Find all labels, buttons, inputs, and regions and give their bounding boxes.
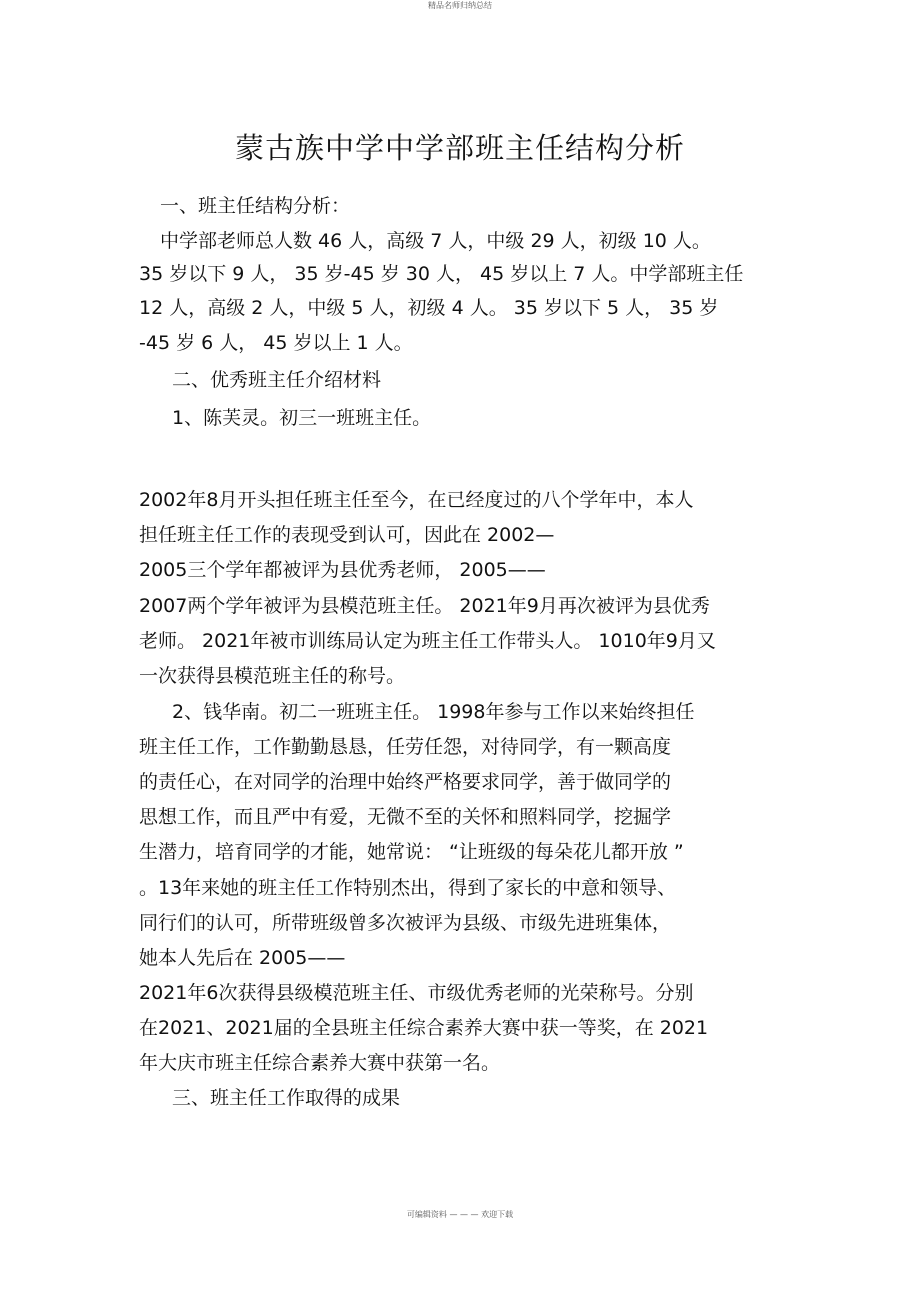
body-line: 2007两个学年被评为县模范班主任。 2021年9月再次被评为县优秀 <box>139 595 710 617</box>
subsection-heading: 2、钱华南。初二一班班主任。 1998年参与工作以来始终担任 <box>172 701 695 723</box>
body-line: 同行们的认可，所带班级曾多次被评为县级、市级先进班集体， <box>139 912 672 934</box>
section-heading-1: 一、班主任结构分析： <box>160 195 351 217</box>
body-line: 2021年6次获得县级模范班主任、市级优秀老师的光荣称号。分别 <box>139 982 694 1004</box>
body-line: -45 岁 6 人， 45 岁以上 1 人。 <box>139 332 413 354</box>
body-line: 在2021、2021届的全县班主任综合素养大赛中获一等奖，在 2021 <box>139 1017 709 1039</box>
body-line: 2002年8月开头担任班主任至今，在已经度过的八个学年中，本人 <box>139 489 694 511</box>
section-heading-2: 二、优秀班主任介绍材料 <box>172 369 382 391</box>
header-note: 精品名师归纳总结 <box>428 1 492 10</box>
body-line: 的责任心，在对同学的治理中始终严格要求同学，善于做同学的 <box>139 771 672 793</box>
body-line: 35 岁以下 9 人， 35 岁-45 岁 30 人， 45 岁以上 7 人。中学部班主任 <box>139 263 744 285</box>
subsection-heading: 1、陈芙灵。初三一班班主任。 <box>172 407 432 429</box>
section-heading-3: 三、班主任工作取得的成果 <box>172 1087 401 1109</box>
body-line: 担任班主任工作的表现受到认可，因此在 2002— <box>139 524 555 546</box>
body-line: 。13年来她的班主任工作特别杰出，得到了家长的中意和领导、 <box>139 877 677 899</box>
body-line: 一次获得县模范班主任的称号。 <box>139 665 406 687</box>
body-line: 班主任工作，工作勤勤恳恳，任劳任怨，对待同学，有一颗高度 <box>139 736 672 758</box>
body-line: 她本人先后在 2005—— <box>139 947 346 969</box>
body-line: 老师。 2021年被市训练局认定为班主任工作带头人。 1010年9月又 <box>139 630 716 652</box>
body-line: 年大庆市班主任综合素养大赛中获第一名。 <box>139 1052 501 1074</box>
body-line: 思想工作，而且严中有爱，无微不至的关怀和照料同学，挖掘学 <box>139 806 672 828</box>
footer-note: 可编辑资料 — — — 欢迎下载 <box>406 1210 514 1219</box>
body-line: 2005三个学年都被评为县优秀老师， 2005—— <box>139 559 546 581</box>
body-line: 12 人，高级 2 人，中级 5 人，初级 4 人。 35 岁以下 5 人， 35 岁 <box>139 297 719 319</box>
body-line: 中学部老师总人数 46 人，高级 7 人，中级 29 人，初级 10 人。 <box>160 230 711 252</box>
body-line: 生潜力，培育同学的才能，她常说： “让班级的每朵花儿都开放 ” <box>139 841 684 863</box>
page-title: 蒙古族中学中学部班主任结构分析 <box>234 131 685 165</box>
